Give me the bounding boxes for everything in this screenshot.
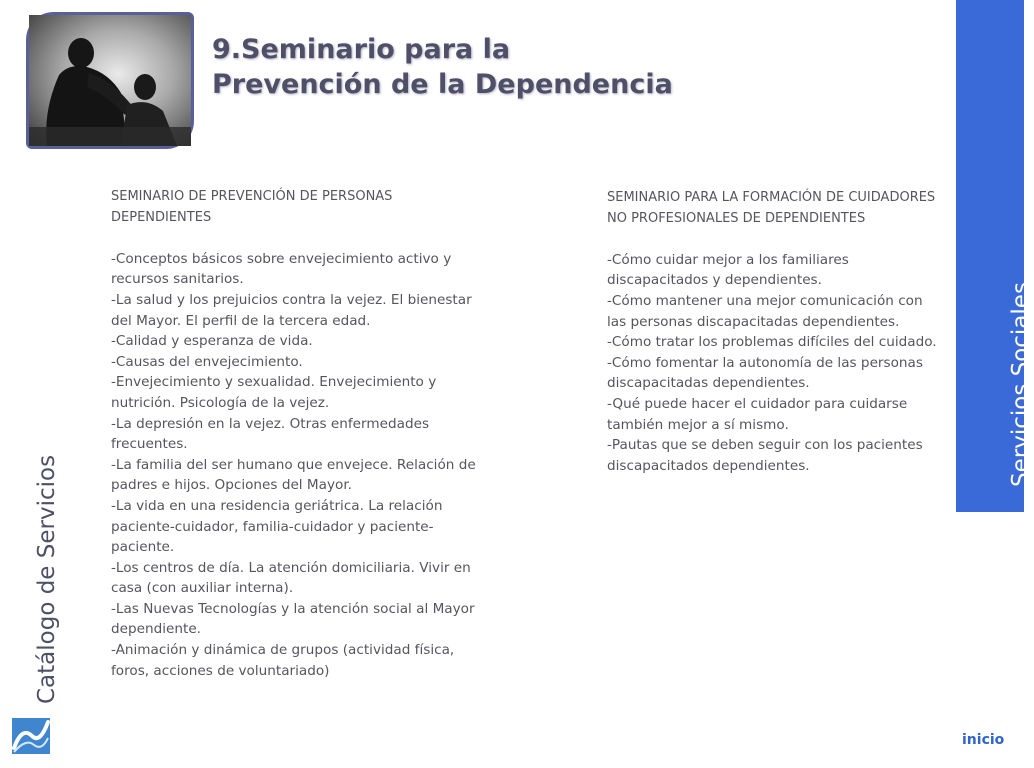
page-title-line-2: Prevención de la Dependencia	[212, 69, 673, 101]
list-item: -Calidad y esperanza de vida.	[111, 333, 313, 350]
home-link[interactable]: inicio	[962, 732, 1005, 748]
list-item: -Envejecimiento y sexualidad. Envejecimiento y nutrición. Psicología de la vejez.	[111, 374, 437, 411]
caregiver-seminar-heading: SEMINARIO PARA LA FORMACIÓN DE CUIDADORES NO PROFESIONALES DE DEPENDIENTES	[607, 190, 936, 226]
list-item: -La salud y los prejuicios contra la vejez. El bienestar del Mayor. El perfil de la tercera edad.	[111, 291, 472, 329]
list-item: -La vida en una residencia geriátrica. La relación paciente-cuidador, familia-cuidador y paciente-paciente.	[111, 497, 443, 556]
caregiver-seminar-list	[607, 250, 937, 477]
page-title-line-1: 9.Seminario para la	[212, 34, 511, 65]
list-item: -Qué puede hacer el cuidador para cuidarse también mejor a sí mismo.	[607, 395, 908, 433]
list-item: -Animación y dinámica de grupos (actividad física, foros, acciones de voluntariado)	[111, 642, 455, 679]
list-item: -Cómo cuidar mejor a los familiares discapacitados y dependientes.	[607, 251, 849, 289]
page-title	[212, 32, 673, 102]
section-label: Servicios Sociales	[1008, 282, 1034, 487]
prevention-seminar-heading: SEMINARIO DE PREVENCIÓN DE PERSONAS DEPENDIENTES	[111, 189, 393, 225]
list-item: -La depresión en la vejez. Otras enfermedades frecuentes.	[111, 415, 430, 453]
prevention-seminar-column	[111, 187, 483, 681]
list-item: -Causas del envejecimiento.	[111, 353, 303, 370]
list-item: -Cómo mantener una mejor comunicación con las personas discapacitadas dependientes.	[607, 292, 923, 330]
list-item: -Pautas que se deben seguir con los pacientes discapacitados dependientes.	[607, 437, 923, 474]
list-item: -Los centros de día. La atención domiciliaria. Vivir en casa (con auxiliar interna).	[111, 559, 471, 597]
wave-logo-icon	[12, 718, 50, 754]
list-item: -Cómo fomentar la autonomía de las personas discapacitadas dependientes.	[607, 354, 923, 392]
prevention-seminar-list	[111, 249, 483, 681]
list-item: -Cómo tratar los problemas difíciles del cuidado.	[607, 334, 937, 351]
caregiver-photo	[26, 12, 194, 149]
caregiver-silhouette-icon	[29, 15, 191, 146]
catalog-label: Catálogo de Servicios	[34, 454, 60, 704]
caregiver-seminar-column	[607, 188, 937, 476]
list-item: -Las Nuevas Tecnologías y la atención social al Mayor dependiente.	[111, 600, 475, 638]
list-item: -Conceptos básicos sobre envejecimiento activo y recursos sanitarios.	[111, 250, 452, 288]
list-item: -La familia del ser humano que envejece. Relación de padres e hijos. Opciones del Mayor.	[111, 456, 476, 494]
